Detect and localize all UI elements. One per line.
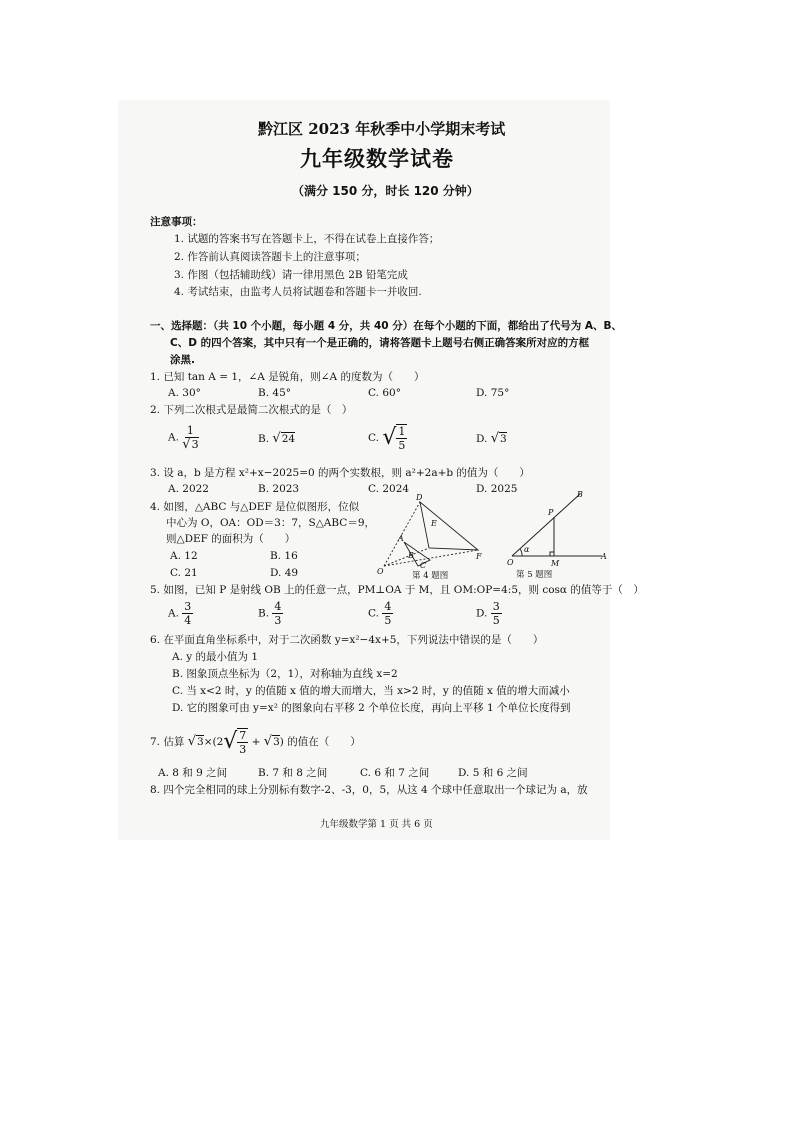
q3-option-b: B. 2023 (258, 483, 300, 495)
question-1: 1. 已知 tan A = 1，∠A 是锐角，则∠A 的度数为（ ） (150, 371, 425, 383)
q1-option-b: B. 45° (258, 387, 292, 399)
q1-option-c: C. 60° (368, 387, 401, 399)
q5-option-a: A. $\frac{3}{4}$ (168, 600, 192, 627)
q2-option-d: D. √3 (476, 431, 507, 446)
section-heading: 一、选择题：（共 10 个小题，每小题 4 分，共 40 分）在每个小题的下面，都给出了代号为 A、B、 (150, 320, 622, 332)
notes-heading: 注意事项： (150, 216, 203, 228)
q1-option-a: A. 30° (168, 387, 201, 399)
q4-option-d: D. 49 (270, 567, 299, 579)
q1-option-d: D. 75° (476, 387, 510, 399)
q5-option-d: D. $\frac{3}{5}$ (476, 600, 500, 627)
q7-option-d: D. 5 和 6 之间 (458, 767, 528, 779)
figure-5 (498, 486, 610, 570)
notes-item: 1. 试题的答案书写在答题卡上，不得在试卷上直接作答； (174, 233, 440, 245)
q4-option-c: C. 21 (170, 567, 198, 579)
q3-option-a: A. 2022 (168, 483, 209, 495)
label-alpha: α (524, 545, 530, 554)
q2-option-a: A. $\frac{1}{√3}$ (168, 424, 199, 452)
label-a: A (398, 534, 404, 543)
exam-school-title: 黔江区 2023 年秋季中小学期末考试 (258, 120, 506, 138)
q3-option-d: D. 2025 (476, 483, 518, 495)
q6-option-a: A. y 的最小值为 1 (172, 651, 259, 663)
question-6: 6. 在平面直角坐标系中，对于二次函数 y=x²−4x+5，下列说法中错误的是（ ） (150, 634, 544, 646)
question-4-line1: 4. 如图，△ABC 与△DEF 是位似图形，位似 (150, 501, 360, 513)
question-2: 2. 下列二次根式是最简二次根式的是（ ） (150, 404, 353, 416)
figure-5-caption: 第 5 题图 (516, 570, 553, 580)
label-o: O (507, 558, 514, 567)
section-heading-line2: C、D 的四个答案，其中只有一个是正确的，请将答题卡上题号右侧正确答案所对应的方框 (170, 337, 590, 349)
label-a: A (601, 552, 607, 561)
q6-option-b: B. 图象顶点坐标为（2，1），对称轴为直线 x=2 (172, 668, 398, 680)
question-5: 5. 如图，已知 P 是射线 OB 上的任意一点，PM⊥OA 于 M，且 OM:OP=4:5，则 cosα 的值等于（ ） (150, 584, 644, 596)
q4-option-b: B. 16 (270, 550, 298, 562)
label-b: B (408, 551, 414, 560)
q6-option-c: C. 当 x<2 时，y 的值随 x 值的增大而增大，当 x>2 时，y 的值随 x 值的增大而减小 (172, 685, 570, 697)
q2-option-c: C. √ $\frac{1}{5}$ (368, 425, 406, 452)
question-7: 7. 估算 √3×(2√ $\frac{7}{3}$ + √3) 的值在（ ） (150, 729, 361, 756)
question-3: 3. 设 a，b 是方程 x²+x−2025=0 的两个实数根，则 a²+2a+b 的值为（ ） (150, 467, 530, 479)
question-4-line3: 则△DEF 的面积为（ ） (166, 533, 296, 545)
question-8: 8. 四个完全相同的球上分别标有数字-2、-3，0，5，从这 4 个球中任意取出一个球记为 a，放 (150, 784, 588, 796)
page-footer: 九年级数学第 1 页 共 6 页 (320, 819, 433, 830)
question-4-line2: 中心为 O，OA：OD＝3：7，S△ABC＝9， (166, 517, 375, 529)
label-d: D (416, 493, 423, 502)
q7-option-b: B. 7 和 8 之间 (258, 767, 328, 779)
q4-option-a: A. 12 (170, 550, 198, 562)
label-o: O (377, 567, 384, 576)
notes-item: 4. 考试结束，由监考人员将试题卷和答题卡一并收回. (174, 286, 422, 298)
notes-item: 3. 作图（包括辅助线）请一律用黑色 2B 铅笔完成 (174, 269, 408, 281)
label-m: M (551, 559, 560, 568)
label-f: F (476, 552, 482, 561)
triangle-def (420, 502, 478, 550)
q7-option-c: C. 6 和 7 之间 (360, 767, 430, 779)
label-p: P (548, 508, 554, 517)
exam-title: 九年级数学试卷 (300, 146, 454, 171)
label-c: C (420, 561, 427, 570)
exam-subtitle: （满分 150 分，时长 120 分钟） (292, 184, 479, 198)
label-b: B (577, 490, 583, 499)
figure-4 (374, 490, 486, 580)
notes-item: 2. 作答前认真阅读答题卡上的注意事项； (174, 251, 366, 263)
q6-option-d: D. 它的图象可由 y=x² 的图象向右平移 2 个单位长度，再向上平移 1 个单位长度得到 (172, 702, 571, 714)
section-heading-line3: 涂黑. (170, 354, 195, 366)
q3-option-c: C. 2024 (368, 483, 410, 495)
label-e: E (431, 519, 437, 528)
q7-option-a: A. 8 和 9 之间 (158, 767, 228, 779)
figure-4-caption: 第 4 题图 (412, 571, 449, 581)
q5-option-b: B. $\frac{4}{3}$ (258, 600, 282, 627)
q5-option-c: C. $\frac{4}{5}$ (368, 600, 392, 627)
q2-option-b: B. √24 (258, 431, 296, 446)
